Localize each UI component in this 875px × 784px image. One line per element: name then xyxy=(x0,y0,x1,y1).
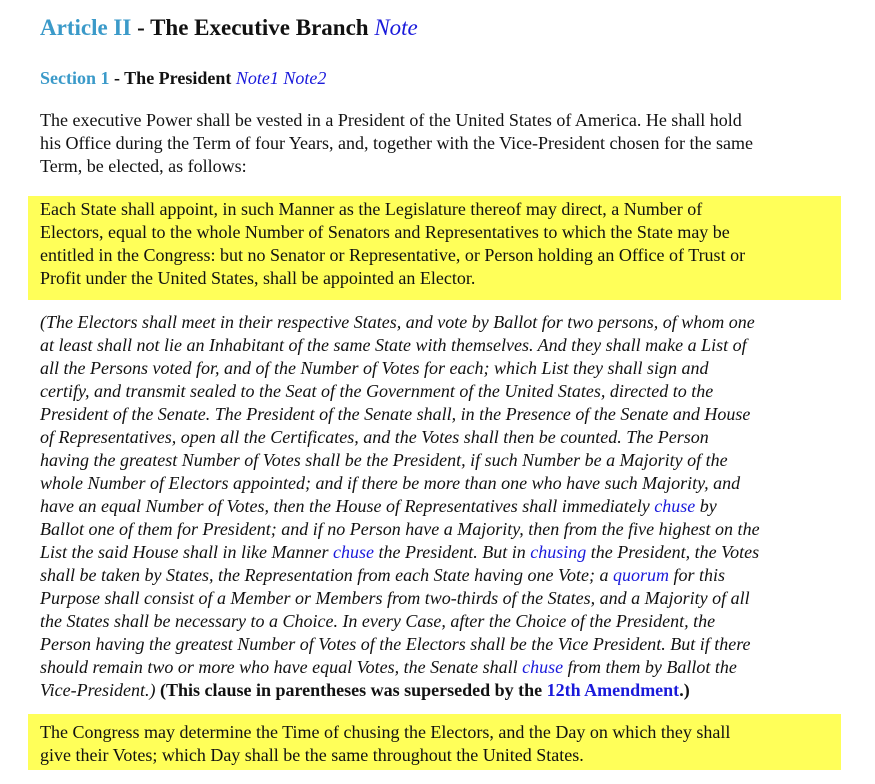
text-line: all the Persons voted for, and of the Number of Votes for each; which List they shall sign and xyxy=(40,358,709,378)
article-number: Article II xyxy=(40,15,132,40)
text-segment: by xyxy=(695,496,717,516)
article-note-link[interactable]: Note xyxy=(374,15,418,40)
paragraph-executive-power xyxy=(40,109,840,178)
text-line: (The Electors shall meet in their respective States, and vote by Ballot for two persons, of whom one xyxy=(40,312,755,332)
text-line: the States shall be necessary to a Choice. In every Case, after the Choice of the President, the xyxy=(40,611,716,631)
text-line: Each State shall appoint, in such Manner as the Legislature thereof may direct, a Number of xyxy=(40,199,703,219)
paragraph-congress-time xyxy=(40,721,840,767)
text-line: having the greatest Number of Votes shall be the President, if such Number be a Majority of the xyxy=(40,450,728,470)
article-heading xyxy=(40,13,418,43)
text-line: give their Votes; which Day shall be the same throughout the United States. xyxy=(40,745,584,765)
text-line: Person having the greatest Number of Votes of the Electors shall be the Vice President. But if there xyxy=(40,634,751,654)
text-line xyxy=(40,679,840,702)
superseded-note: (This clause in parentheses was superseded by the xyxy=(155,680,547,700)
article-title: The Executive Branch xyxy=(150,15,369,40)
section-note2-link[interactable]: Note2 xyxy=(283,68,327,88)
term-link-chusing[interactable]: chusing xyxy=(530,542,587,562)
section-heading xyxy=(40,66,326,90)
text-line: certify, and transmit sealed to the Seat of the Government of the United States, directed to the xyxy=(40,381,714,401)
text-line: The Congress may determine the Time of chusing the Electors, and the Day on which they shall xyxy=(40,722,731,742)
text-line: of Representatives, open all the Certificates, and the Votes shall then be counted. The Person xyxy=(40,427,709,447)
term-link-chuse[interactable]: chuse xyxy=(522,657,564,677)
text-segment: shall be taken by States, the Representation from each State having one Vote; a xyxy=(40,565,614,585)
text-line: Term, be elected, as follows: xyxy=(40,156,247,176)
text-line: entitled in the Congress: but no Senator or Representative, or Person holding an Office of Trust or xyxy=(40,245,746,265)
text-segment: for this xyxy=(669,565,726,585)
article-separator: - xyxy=(131,15,151,40)
text-line: at least shall not lie an Inhabitant of the same State with themselves. And they shall make a List of xyxy=(40,335,747,355)
text-line xyxy=(40,541,840,564)
paragraph-superseded-clause xyxy=(40,311,840,702)
paragraph-electors-appointment xyxy=(40,198,840,290)
text-segment: Vice-President.) xyxy=(40,680,156,700)
text-line: Electors, equal to the whole Number of Senators and Representatives to which the State may be xyxy=(40,222,730,242)
text-line: Ballot one of them for President; and if no Person have a Majority, then from the five highest on the xyxy=(40,519,760,539)
term-link-chuse[interactable]: chuse xyxy=(654,496,696,516)
amendment-link-12th[interactable]: 12th Amendment xyxy=(546,680,680,700)
text-segment: the President. But in xyxy=(373,542,531,562)
text-line: Purpose shall consist of a Member or Members from two-thirds of the States, and a Majority of all xyxy=(40,588,750,608)
text-line xyxy=(40,656,840,679)
superseded-note-end: .) xyxy=(679,680,690,700)
section-separator: - xyxy=(109,68,125,88)
text-line: Profit under the United States, shall be appointed an Elector. xyxy=(40,268,476,288)
term-link-chuse[interactable]: chuse xyxy=(332,542,374,562)
section-number: Section 1 xyxy=(40,68,110,88)
text-segment: have an equal Number of Votes, then the House of Representatives shall immediately xyxy=(40,496,655,516)
text-line: whole Number of Electors appointed; and if there be more than one who have such Majority, and xyxy=(40,473,741,493)
section-title: The President xyxy=(124,68,232,88)
text-segment: List the said House shall in like Manner xyxy=(40,542,333,562)
text-line xyxy=(40,564,840,587)
section-note1-link[interactable]: Note1 xyxy=(235,68,279,88)
text-segment: the President, the Votes xyxy=(586,542,760,562)
text-line: The executive Power shall be vested in a President of the United States of America. He shall hold xyxy=(40,110,742,130)
text-line: his Office during the Term of four Years, and, together with the Vice-President chosen for the same xyxy=(40,133,753,153)
text-line xyxy=(40,495,840,518)
term-link-quorum[interactable]: quorum xyxy=(613,565,670,585)
text-segment: from them by Ballot the xyxy=(563,657,737,677)
text-segment: should remain two or more who have equal Votes, the Senate shall xyxy=(40,657,523,677)
text-line: President of the Senate. The President of the Senate shall, in the Presence of the Senate and House xyxy=(40,404,751,424)
